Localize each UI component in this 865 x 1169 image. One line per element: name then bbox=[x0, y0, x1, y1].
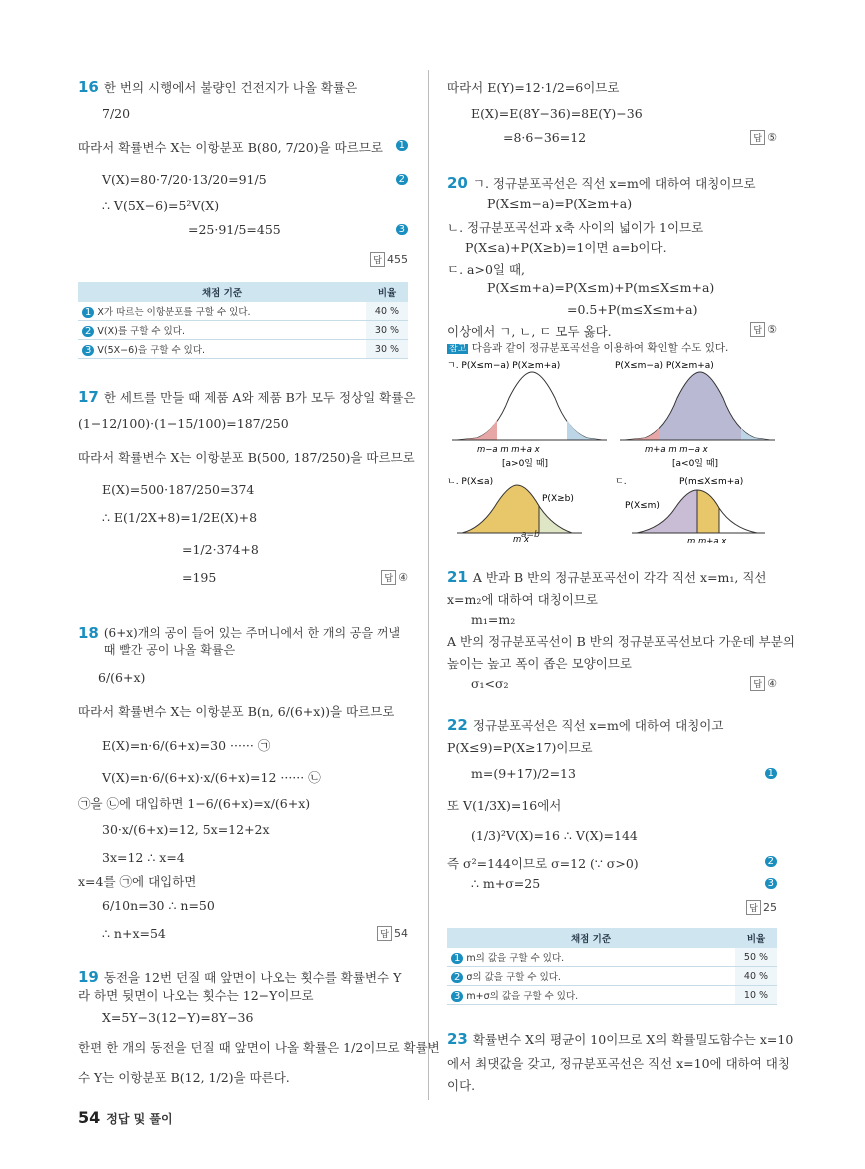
table-row: 2 V(X)를 구할 수 있다. 30 % bbox=[78, 321, 408, 340]
math-line: 30·x/(6+x)=12, 5x=12+2x bbox=[102, 822, 270, 837]
math-line: 6/(6+x) bbox=[98, 670, 146, 685]
math-line: E(X)=n·6/(6+x)=30 ······ ㉠ bbox=[102, 738, 271, 753]
table-row: 1 m의 값을 구할 수 있다. 50 % bbox=[447, 948, 777, 967]
math-line: =195 bbox=[182, 570, 217, 585]
math-line: 즉 σ²=144이므로 σ=12 (∵ σ>0) bbox=[447, 856, 639, 871]
math-line: 따라서 확률변수 X는 이항분포 B(80, 7/20)을 따르므로 bbox=[78, 140, 383, 155]
math-line: ㄴ. 정규분포곡선과 x축 사이의 넓이가 1이므로 bbox=[447, 220, 704, 235]
math-line: 따라서 확률변수 X는 이항분포 B(500, 187/250)을 따르므로 bbox=[78, 450, 415, 465]
problem-16-intro: 16 한 번의 시행에서 불량인 건전지가 나올 확률은 bbox=[78, 78, 358, 96]
answer-18: 답 54 bbox=[377, 926, 408, 941]
problem-23-intro: 23 확률변수 X의 평균이 10이므로 X의 확률밀도함수는 x=10 bbox=[447, 1030, 794, 1048]
math-line: P(X≤m+a)=P(X≤m)+P(m≤X≤m+a) bbox=[487, 280, 715, 295]
math-line: =8·6−36=12 bbox=[503, 130, 587, 145]
axis-label: m m+a x bbox=[687, 537, 727, 543]
problem-17-intro: 17 한 세트를 만들 때 제품 A와 제품 B가 모두 정상일 확률은 bbox=[78, 388, 416, 406]
table-row: 2 σ의 값을 구할 수 있다. 40 % bbox=[447, 967, 777, 986]
axis-label: m+a m m−a x bbox=[645, 445, 708, 455]
answer-22: 답 25 bbox=[746, 900, 777, 915]
math-line: A 반의 정규분포곡선이 B 반의 정규분포곡선보다 가운데 부분의 bbox=[447, 634, 795, 649]
axis-label: a=b bbox=[521, 530, 540, 540]
math-line: ∴ E(1/2X+8)=1/2E(X)+8 bbox=[102, 510, 258, 525]
table-row: 3 m+σ의 값을 구할 수 있다. 10 % bbox=[447, 986, 777, 1005]
step-marker: 2 bbox=[396, 174, 408, 185]
math-line: P(X≤9)=P(X≥17)이므로 bbox=[447, 740, 593, 755]
math-line: 따라서 확률변수 X는 이항분포 B(n, 6/(6+x))을 따르므로 bbox=[78, 704, 395, 719]
math-line: m=(9+17)/2=13 bbox=[471, 766, 576, 781]
math-line: 이다. bbox=[447, 1078, 476, 1093]
math-line: =1/2·374+8 bbox=[182, 542, 259, 557]
step-marker: 2 bbox=[765, 856, 777, 867]
scoring-table-22 bbox=[447, 928, 777, 1005]
math-line: V(X)=80·7/20·13/20=91/5 bbox=[102, 172, 267, 187]
bell-curve bbox=[457, 372, 602, 440]
problem-21-intro: 21 A 반과 B 반의 정규분포곡선이 각각 직선 x=m₁, 직선 bbox=[447, 568, 767, 586]
math-line: P(X≤m−a)=P(X≥m+a) bbox=[487, 196, 633, 211]
math-line: E(X)=E(8Y−36)=8E(Y)−36 bbox=[471, 106, 643, 121]
math-line: X=5Y−3(12−Y)=8Y−36 bbox=[102, 1010, 254, 1025]
axis-label: m−a m m+a x bbox=[477, 445, 540, 455]
answer-20: 답 ⑤ bbox=[750, 322, 777, 337]
math-line: 6/10n=30 ∴ n=50 bbox=[102, 898, 215, 913]
graph-label: P(m≤X≤m+a) bbox=[679, 477, 744, 487]
math-line: ㉠을 ㉡에 대입하면 1−6/(6+x)=x/(6+x) bbox=[78, 796, 311, 811]
math-line: x=m₂에 대하여 대칭이므로 bbox=[447, 592, 599, 607]
table-header: 비율 bbox=[366, 282, 408, 302]
math-line: 높이는 높고 폭이 좁은 모양이므로 bbox=[447, 656, 632, 671]
page-number: 54 bbox=[78, 1108, 101, 1127]
math-line: E(X)=500·187/250=374 bbox=[102, 482, 255, 497]
note-20: 참고 다음과 같이 정규분포곡선을 이용하여 확인할 수도 있다. bbox=[449, 342, 729, 354]
math-line: ㄷ. a>0일 때, bbox=[447, 262, 525, 277]
math-line: x=4를 ㉠에 대입하면 bbox=[78, 874, 197, 889]
math-line: =25·91/5=455 bbox=[188, 222, 281, 237]
bell-right-shade bbox=[539, 506, 572, 533]
math-line: σ₁<σ₂ bbox=[471, 676, 509, 691]
math-line: 또 V(1/3X)=16에서 bbox=[447, 798, 562, 813]
math-line: 한편 한 개의 동전을 던질 때 앞면이 나올 확률은 1/2이므로 확률변 bbox=[78, 1040, 440, 1055]
answer-16: 답 455 bbox=[370, 252, 408, 267]
normal-curve-figures bbox=[447, 358, 777, 543]
math-line: P(X≤a)+P(X≥b)=1이면 a=b이다. bbox=[465, 240, 667, 255]
math-line: 7/20 bbox=[102, 106, 131, 121]
math-line: ∴ m+σ=25 bbox=[471, 876, 541, 891]
axis-label: m x bbox=[513, 535, 530, 543]
graph-label: ㄷ. bbox=[615, 477, 627, 487]
math-line: m₁=m₂ bbox=[471, 612, 516, 627]
page-footer bbox=[78, 1108, 173, 1127]
problem-22-intro: 22 정규분포곡선은 직선 x=m에 대하여 대칭이고 bbox=[447, 716, 724, 734]
problem-20-intro: 20 ㄱ. 정규분포곡선은 직선 x=m에 대하여 대칭이므로 bbox=[447, 174, 756, 192]
footer-label: 정답 및 풀이 bbox=[106, 1112, 173, 1126]
graph-caption: [a<0일 때] bbox=[672, 459, 719, 469]
math-line: V(X)=n·6/(6+x)·x/(6+x)=12 ······ ㉡ bbox=[102, 770, 321, 785]
math-line: ∴ V(5X−6)=5²V(X) bbox=[102, 198, 220, 213]
scoring-table-16 bbox=[78, 282, 408, 359]
table-row: 1 X가 따르는 이항분포를 구할 수 있다. 40 % bbox=[78, 302, 408, 321]
math-line: 따라서 E(Y)=12·1/2=6이므로 bbox=[447, 80, 620, 95]
table-header: 비율 bbox=[735, 928, 777, 948]
right-tail-shade bbox=[567, 420, 602, 440]
bell-left-shade bbox=[462, 485, 539, 533]
bell-mid-shade bbox=[697, 490, 719, 533]
bell-curve bbox=[719, 508, 757, 533]
problem-19-intro: 19 동전을 12번 던질 때 앞면이 나오는 횟수를 확률변수 Y라 하면 뒷면이 나오는 횟수는 12−Y이므로 bbox=[78, 968, 402, 1003]
problem-18-intro: 18 (6+x)개의 공이 들어 있는 주머니에서 한 개의 공을 꺼낼 때 빨간 공이 나올 확률은 bbox=[78, 624, 401, 657]
step-marker: 3 bbox=[765, 878, 777, 889]
graph-label: ㄱ. P(X≤m−a) P(X≥m+a) bbox=[447, 361, 561, 371]
table-row: 3 V(5X−6)을 구할 수 있다. 30 % bbox=[78, 340, 408, 359]
math-line: 이상에서 ㄱ, ㄴ, ㄷ 모두 옳다. bbox=[447, 324, 612, 339]
table-header: 채점 기준 bbox=[78, 282, 366, 302]
math-line: (1−12/100)·(1−15/100)=187/250 bbox=[78, 416, 289, 431]
math-line: =0.5+P(m≤X≤m+a) bbox=[567, 302, 698, 317]
math-line: (1/3)²V(X)=16 ∴ V(X)=144 bbox=[471, 828, 638, 843]
math-line: 수 Y는 이항분포 B(12, 1/2)을 따른다. bbox=[78, 1070, 290, 1085]
column-divider bbox=[428, 70, 429, 1100]
graph-caption: [a>0일 때] bbox=[502, 459, 549, 469]
bell-curve bbox=[625, 372, 770, 440]
right-tail-shade bbox=[741, 428, 770, 440]
answer-21: 답 ④ bbox=[750, 676, 777, 691]
graph-label: ㄴ. P(X≤a) bbox=[447, 477, 494, 487]
left-tail-shade bbox=[457, 420, 497, 440]
answer-19: 답 ⑤ bbox=[750, 130, 777, 145]
graph-label: P(X≤m−a) P(X≥m+a) bbox=[615, 361, 714, 371]
math-line: 3x=12 ∴ x=4 bbox=[102, 850, 185, 865]
graph-label: P(X≤m) bbox=[625, 501, 660, 511]
step-marker: 3 bbox=[396, 224, 408, 235]
graph-label: P(X≥b) bbox=[542, 494, 574, 504]
math-line: 에서 최댓값을 갖고, 정규분포곡선은 직선 x=10에 대하여 대칭 bbox=[447, 1056, 790, 1071]
table-header: 채점 기준 bbox=[447, 928, 735, 948]
step-marker: 1 bbox=[396, 140, 408, 151]
answer-17: 답 ④ bbox=[381, 570, 408, 585]
math-line: ∴ n+x=54 bbox=[102, 926, 166, 941]
step-marker: 1 bbox=[765, 768, 777, 779]
bell-left-shade bbox=[637, 490, 697, 533]
